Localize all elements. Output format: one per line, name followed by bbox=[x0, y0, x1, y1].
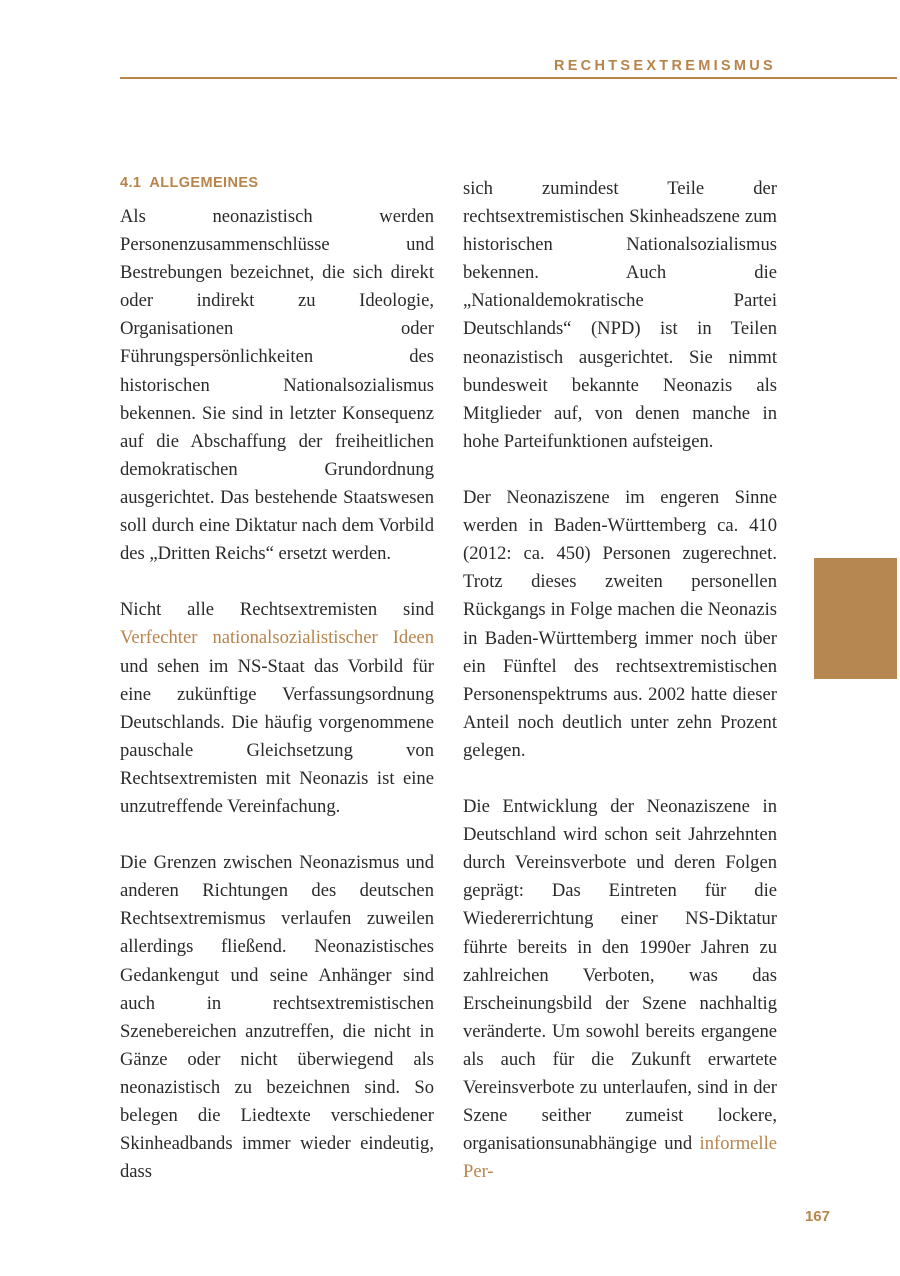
highlighted-term: Verfechter nationalsozialistischer Ideen bbox=[120, 627, 434, 649]
right-paragraph-3 bbox=[463, 793, 777, 1186]
right-column bbox=[463, 175, 777, 1186]
section-number: 4.1 bbox=[120, 175, 142, 191]
header-title: RECHTSEXTREMISMUS bbox=[553, 58, 776, 74]
left-paragraph-1: Als neonazistisch werden Personenzusammenschlüsse und Bestrebungen bezeichnet, die sich direkt oder indirekt zu Ideologie, Organisationen oder Führungspersönlichkeiten des historischen Nationalsozialismus bekennen. Sie sind in letzter Konsequenz auf die Abschaffung der freiheitlichen demokratischen Grundordnung ausgerichtet. Das bestehende Staatswesen soll durch eine Diktatur nach dem Vorbild des „Dritten Reichs“ ersetzt werden. bbox=[120, 206, 434, 565]
left-paragraph-2 bbox=[120, 596, 434, 821]
chapter-side-tab bbox=[814, 558, 897, 679]
left-paragraph-2-text-start: Nicht alle Rechtsextremisten sind bbox=[120, 599, 434, 621]
page-number: 167 bbox=[804, 1208, 830, 1225]
left-paragraph-2-text-end: und sehen im NS-Staat das Vorbild für eine zukünftige Verfassungsordnung Deutschlands. Die häufig vorgenommene pauschale Gleichsetzung von Rechtsextremisten mit Neonazis ist eine unzutreffende Vereinfachung. bbox=[120, 655, 434, 817]
header-rule bbox=[120, 77, 897, 79]
section-title: ALLGEMEINES bbox=[149, 175, 259, 191]
section-heading bbox=[120, 175, 259, 191]
right-paragraph-3-text: Die Entwicklung der Neonaziszene in Deutschland wird schon seit Jahrzehnten durch Vereinsverbote und deren Folgen geprägt: Das Eintreten für die Wiedererrichtung einer NS-Diktatur führte bereits in den 1990er Jahren zu zahlreichen Verboten, was das Erscheinungsbild der Szene nachhaltig veränderte. Um sowohl bereits ergangene als auch für die Zukunft erwartete Vereinsverbote zu unterlaufen, sind in der Szene seither zumeist lockere, organisationsunabhängige und bbox=[463, 796, 777, 1155]
right-paragraph-2: Der Neonaziszene im engeren Sinne werden in Baden-Württemberg ca. 410 (2012: ca. 450) Personen zugerechnet. Trotz dieses zweiten personellen Rückgangs in Folge machen die Neonazis in Baden-Württemberg immer noch über ein Fünftel des rechtsextremistischen Personenspektrums aus. 2002 hatte dieser Anteil noch deutlich unter zehn Prozent gelegen. bbox=[463, 487, 777, 761]
highlighted-term: informelle Per- bbox=[463, 1133, 777, 1183]
right-paragraph-1: sich zumindest Teile der rechtsextremistischen Skinheadszene zum historischen Nationalsozialismus bekennen. Auch die „Nationaldemokratische Partei Deutschlands“ (NPD) ist in Teilen neonazistisch ausgerichtet. Sie nimmt bundesweit bekannte Neonazis als Mitglieder auf, von denen manche in hohe Parteifunktionen aufsteigen. bbox=[463, 178, 777, 452]
left-column bbox=[120, 203, 434, 1186]
left-paragraph-3: Die Grenzen zwischen Neonazismus und anderen Richtungen des deutschen Rechtsextremismus verlaufen zuweilen allerdings fließend. Neonazistisches Gedankengut und seine Anhänger sind auch in rechtsextremistischen Szenebereichen anzutreffen, die nicht in Gänze oder nicht überwiegend als neonazistisch zu bezeichnen sind. So belegen die Liedtexte verschiedener Skinheadbands immer wieder eindeutig, dass bbox=[120, 852, 434, 1183]
